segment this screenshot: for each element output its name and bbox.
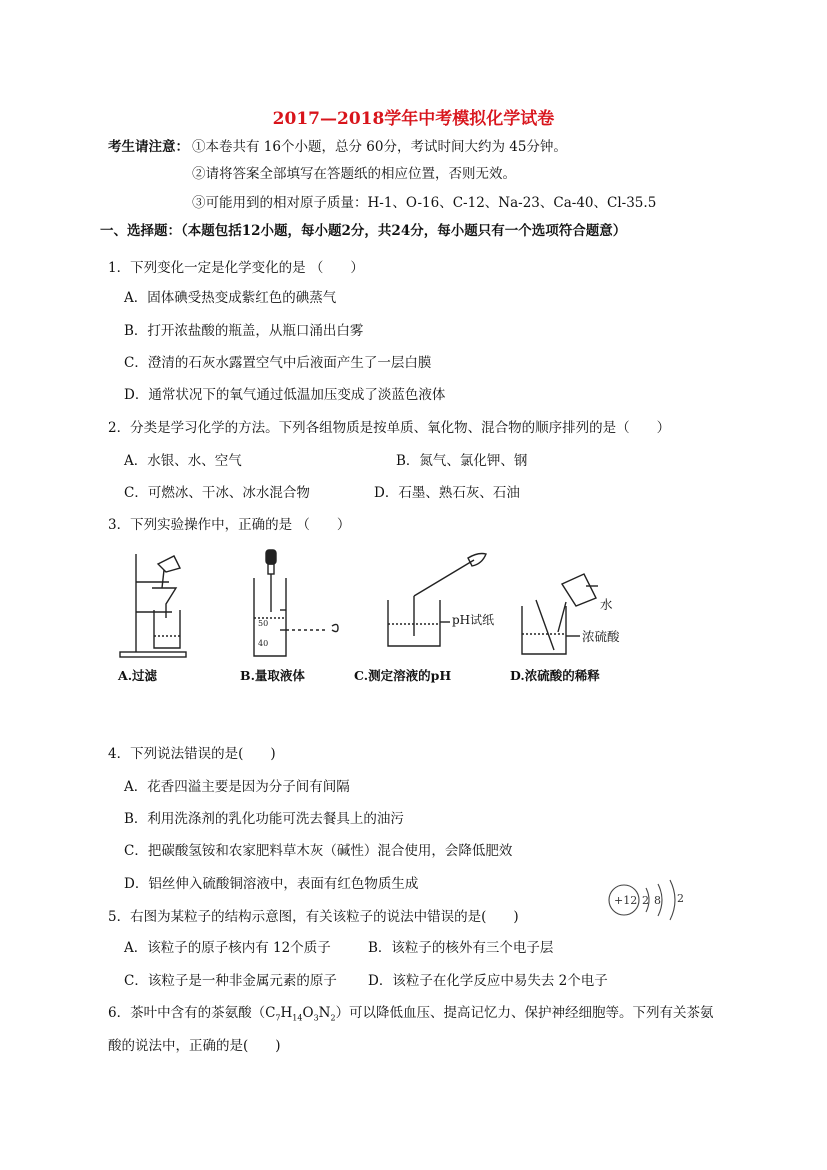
q5-option-d: D．该粒子在化学反应中易失去 2个电子 [368, 973, 608, 989]
q5-option-c: C．该粒子是一种非金属元素的原子 [124, 973, 337, 989]
notice-line-2: ②请将答案全部填写在答题纸的相应位置，否则无效。 [192, 166, 516, 182]
water-label: 水 [600, 597, 613, 612]
q1-option-b: B．打开浓盐酸的瓶盖，从瓶口涌出白雾 [124, 323, 364, 339]
fig-b-caption: B.量取液体 [240, 668, 305, 683]
q1-option-d: D．通常状况下的氧气通过低温加压变成了淡蓝色液体 [124, 387, 446, 403]
acid-dilution-image [514, 570, 604, 662]
notice-line-3: ③可能用到的相对原子质量：H-1、O-16、C-12、Na-23、Ca-40、Cl-35.5 [192, 195, 657, 211]
q1-option-a: A．固体碘受热变成紫红色的碘蒸气 [124, 290, 337, 306]
q5-option-a: A．该粒子的原子核内有 12个质子 [124, 940, 331, 956]
q6-stem-line-2: 酸的说法中，正确的是( ) [108, 1038, 281, 1054]
notice-label: 考生请注意： [108, 139, 189, 155]
fig-d-caption: D.浓硫酸的稀释 [510, 668, 600, 683]
atom-structure-diagram [604, 876, 696, 924]
q1-option-c: C．澄清的石灰水露置空气中后液面产生了一层白膜 [124, 355, 432, 371]
notice-line-1: ①本卷共有 16个小题，总分 60分，考试时间大约为 45分钟。 [192, 139, 567, 155]
filtration-apparatus-image [114, 548, 194, 660]
q2-option-b: B．氮气、氯化钾、钢 [396, 453, 528, 469]
q4-option-c: C．把碳酸氢铵和农家肥料草木灰（碱性）混合使用，会降低肥效 [124, 843, 513, 859]
tick-40-label: 40 [258, 639, 269, 648]
q3-stem: 3．下列实验操作中，正确的是 （ ） [108, 517, 351, 533]
exam-title: 2017—2018学年中考模拟化学试卷 [272, 109, 555, 129]
q2-option-d: D．石墨、熟石灰、石油 [374, 485, 520, 501]
q4-option-b: B．利用洗涤剂的乳化功能可洗去餐具上的油污 [124, 811, 404, 827]
q1-stem: 1．下列变化一定是化学变化的是 （ ） [108, 260, 364, 276]
q5-stem: 5．右图为某粒子的结构示意图，有关该粒子的说法中错误的是( ) [108, 909, 519, 925]
measuring-cylinder-image [228, 546, 358, 662]
q6-stem: 6．茶叶中含有的茶氨酸$(C_7H_{14}O_3N_2)$可以降低血压、提高记忆力、保护神经细胞等。下列有关茶氨 [108, 1005, 714, 1023]
acid-label: 浓硫酸 [582, 629, 620, 644]
q2-option-c: C．可燃冰、干冰、冰水混合物 [124, 485, 310, 501]
ph-paper-label: pH试纸 [452, 613, 495, 627]
q2-option-a: A．水银、水、空气 [124, 453, 242, 469]
section-heading: 一、选择题：（本题包括12小题，每小题2分，共24分，每小题只有一个选项符合题意） [100, 223, 627, 239]
shell-3-count: 2 [677, 892, 684, 905]
q4-option-d: D．铝丝伸入硫酸铜溶液中，表面有红色物质生成 [124, 876, 419, 892]
fig-c-caption: C.测定溶液的pH [354, 668, 452, 683]
ph-test-image [378, 546, 498, 662]
nucleus-charge: +12 [614, 894, 638, 907]
q4-stem: 4．下列说法错误的是( ) [108, 746, 276, 762]
fig-a-caption: A.过滤 [118, 668, 158, 683]
q2-stem: 2．分类是学习化学的方法。下列各组物质是按单质、氧化物、混合物的顺序排列的是（ ） [108, 420, 671, 436]
shell-1-count: 2 [642, 894, 649, 907]
q4-option-a: A．花香四溢主要是因为分子间有间隔 [124, 779, 350, 795]
q5-option-b: B．该粒子的核外有三个电子层 [368, 940, 554, 956]
tick-50-label: 50 [258, 619, 269, 628]
shell-2-count: 8 [654, 894, 661, 907]
